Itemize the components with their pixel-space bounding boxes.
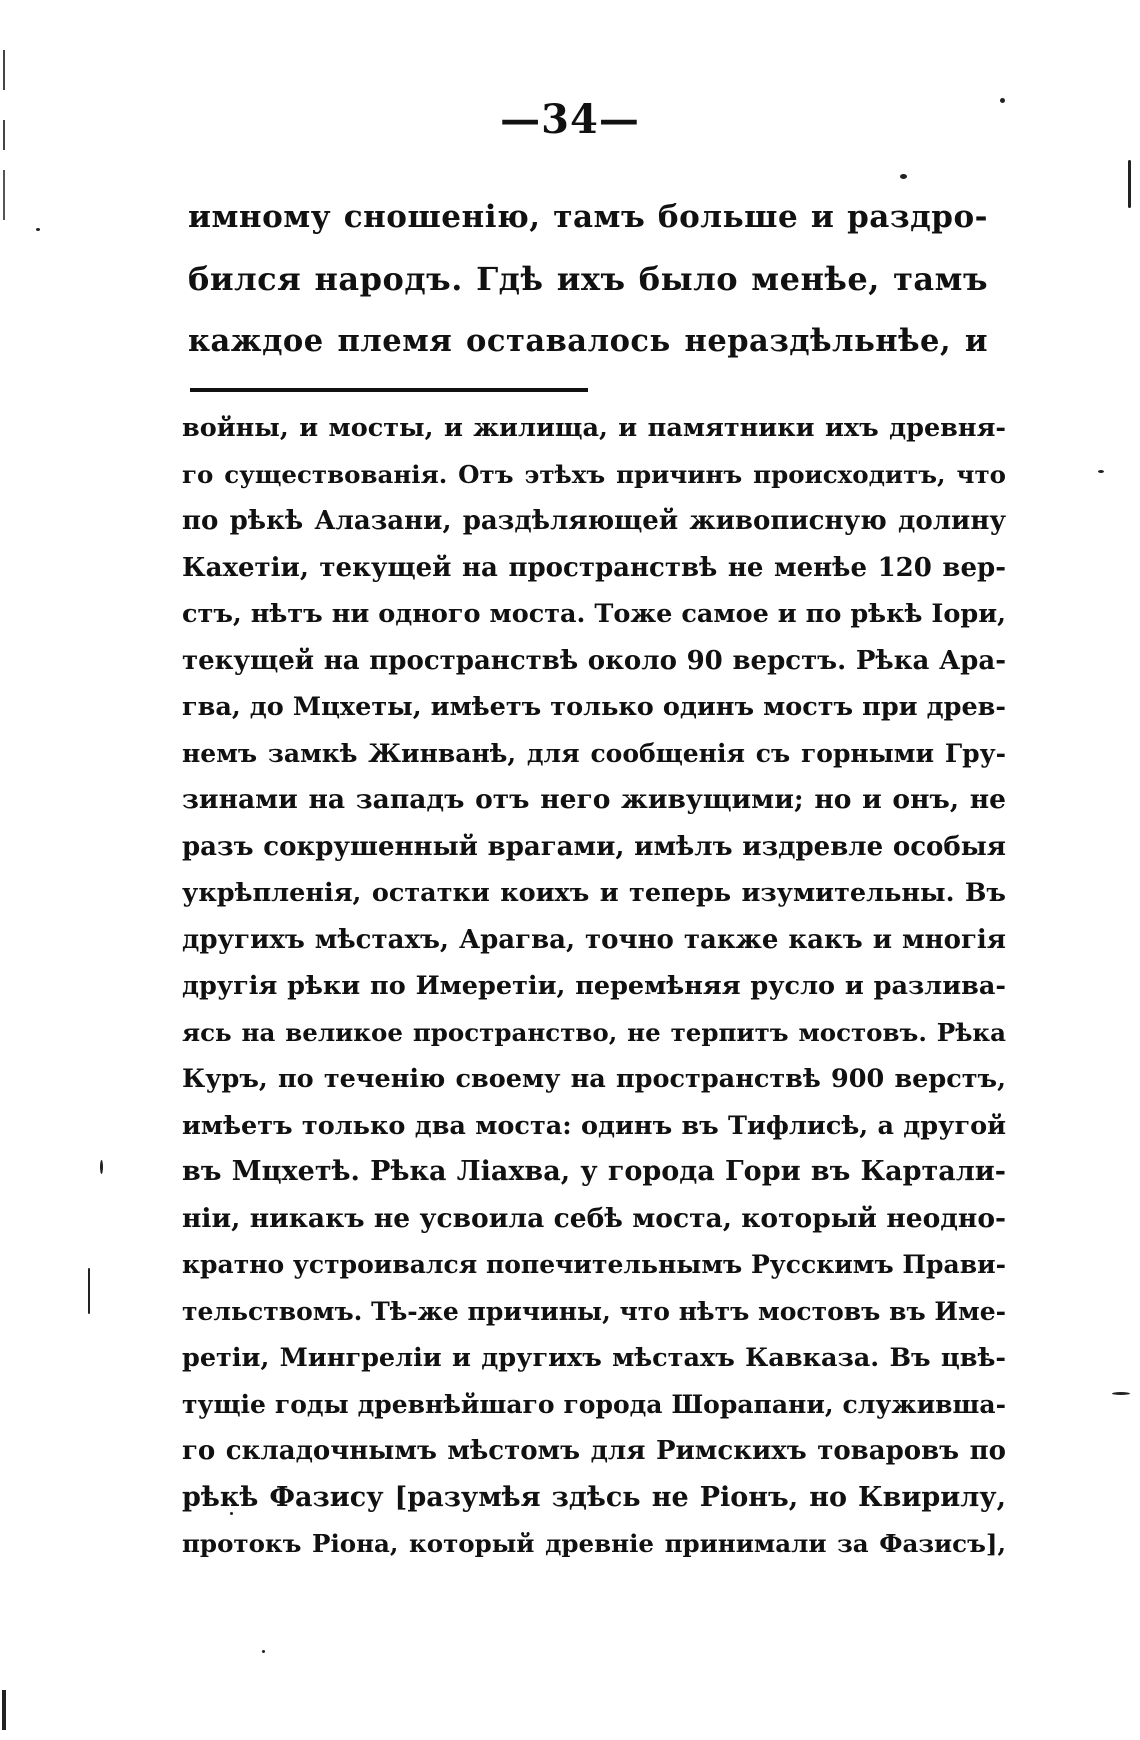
main-text-line: каждое племя оставалось нераздѣльнѣе, и bbox=[188, 323, 988, 359]
footnote-line: въ Мцхетѣ. Рѣка Ліахва, у города Гори въ Картали- bbox=[182, 1156, 1006, 1187]
scan-edge-shadow bbox=[0, 0, 8, 1736]
scan-speck bbox=[1098, 470, 1104, 473]
footnote-line: го существованія. Отъ этѣхъ причинъ происходитъ, что bbox=[182, 459, 1006, 489]
footnote-line: ясь на великое пространство, не терпитъ мостовъ. Рѣка bbox=[182, 1017, 1006, 1047]
footnote-line: Кахетіи, текущей на пространствѣ не менѣе 120 вер- bbox=[182, 552, 1006, 583]
footnote-line: ніи, никакъ не усвоила себѣ моста, который неодно- bbox=[182, 1202, 1006, 1234]
footnote-block bbox=[182, 405, 1006, 1568]
footnote-line: ретіи, Мингреліи и другихъ мѣстахъ Кавказа. Въ цвѣ- bbox=[182, 1343, 1006, 1373]
footnote-line: укрѣпленія, остатки коихъ и теперь изумительны. Въ bbox=[182, 878, 1006, 908]
footnote-line: по рѣкѣ Алазани, раздѣляющей живописную долину bbox=[182, 506, 1006, 536]
scan-speck bbox=[230, 1512, 233, 1515]
scan-speck bbox=[1000, 98, 1005, 103]
footnote-line: тельствомъ. Тѣ-же причины, что нѣтъ мостовъ въ Име- bbox=[182, 1296, 1006, 1326]
footnote-line: гва, до Мцхеты, имѣетъ только одинъ мостъ при древ- bbox=[182, 692, 1006, 722]
footnote-line: зинами на западъ отъ него живущими; но и онъ, не bbox=[182, 784, 1006, 815]
footnote-line: го складочнымъ мѣстомъ для Римскихъ товаровъ по bbox=[182, 1436, 1006, 1466]
footnote-line: текущей на пространствѣ около 90 верстъ. Рѣка Ара- bbox=[182, 645, 1006, 676]
footnote-line: другихъ мѣстахъ, Арагва, точно также какъ и многія bbox=[182, 924, 1006, 955]
footnote-line: протокъ Ріона, который древніе принимали за Фазисъ], bbox=[182, 1529, 1006, 1558]
scan-speck bbox=[36, 228, 40, 231]
footnote-line: другія рѣки по Имеретіи, перемѣняя русло и разлива- bbox=[182, 971, 1006, 1001]
footnote-line: имѣетъ только два моста: одинъ въ Тифлисѣ, а другой bbox=[182, 1110, 1006, 1141]
scan-speck bbox=[262, 1650, 265, 1653]
main-text-block bbox=[188, 186, 988, 372]
scan-speck bbox=[100, 1160, 103, 1174]
footnote-line: Куръ, по теченію своему на пространствѣ 900 верстъ, bbox=[182, 1064, 1006, 1094]
footnote-line: войны, и мосты, и жилища, и памятники ихъ древня- bbox=[182, 413, 1006, 443]
footnote-line: немъ замкѣ Жинванѣ, для сообщенія съ горными Гру- bbox=[182, 738, 1006, 768]
footnote-line: кратно устроивался попечительнымъ Русскимъ Прави- bbox=[182, 1250, 1006, 1279]
footnote-line: разъ сокрушенный врагами, имѣлъ издревле особыя bbox=[182, 831, 1006, 862]
scan-edge-marks bbox=[0, 0, 8, 1736]
footnote-line: рѣкѣ Фазису [разумѣя здѣсь не Ріонъ, но Квирилу, bbox=[182, 1481, 1006, 1513]
main-text-line: бился народъ. Гдѣ ихъ было менѣе, тамъ bbox=[188, 260, 988, 298]
scan-speck bbox=[1128, 160, 1131, 208]
page-number: —34— bbox=[500, 96, 640, 143]
footnote-divider bbox=[190, 388, 588, 392]
main-text-line: имному сношенію, тамъ больше и раздро- bbox=[188, 199, 988, 235]
footnote-line: стъ, нѣтъ ни одного моста. Тоже самое и по рѣкѣ Іори, bbox=[182, 599, 1006, 629]
scan-speck bbox=[1112, 1392, 1130, 1395]
footnote-line: тущіе годы древнѣйшаго города Шорапани, служивша- bbox=[182, 1389, 1006, 1419]
scan-speck bbox=[900, 174, 907, 179]
scan-speck bbox=[88, 1268, 90, 1314]
